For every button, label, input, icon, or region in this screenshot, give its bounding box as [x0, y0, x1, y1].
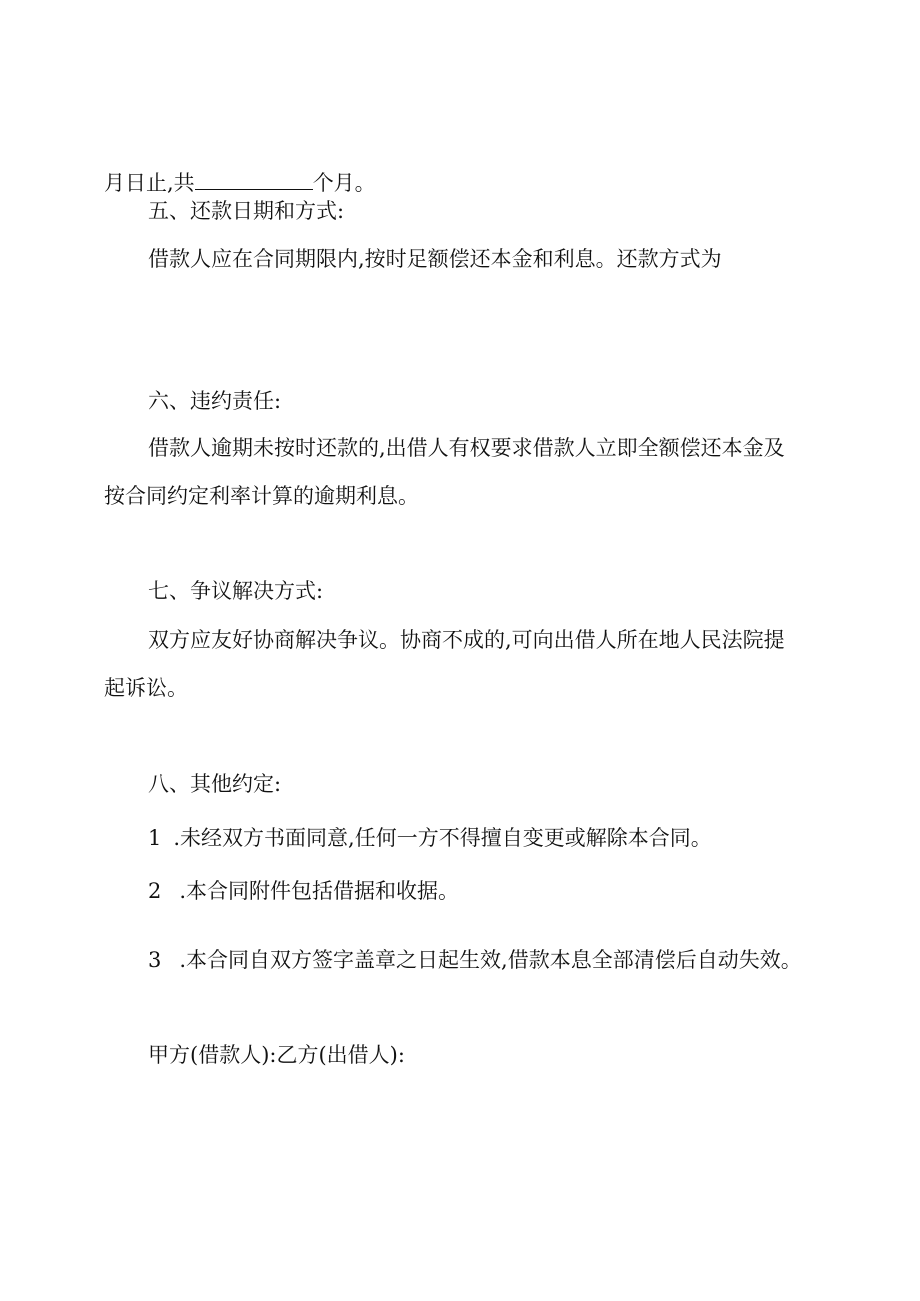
section-5-heading: 五、还款日期和方式:	[148, 199, 345, 223]
section-6-body-line-2: 按合同约定利率计算的逾期利息。	[104, 484, 419, 508]
term-line-end: 个月。	[312, 171, 376, 195]
list-item-number: 2	[148, 879, 162, 903]
list-item-text: .本合同自双方签字盖章之日起生效,借款本息全部清偿后自动失效。	[179, 948, 802, 972]
list-item-text: .本合同附件包括借据和收据。	[179, 879, 460, 903]
list-item	[148, 945, 802, 975]
list-item-number: 3	[148, 948, 162, 972]
section-7-body-line-2: 起诉讼。	[104, 676, 188, 700]
section-6-heading: 六、违约责任:	[148, 389, 282, 413]
section-5-body: 借款人应在合同期限内,按时足额偿还本金和利息。还款方式为	[148, 247, 722, 271]
list-item-text: .未经双方书面同意,任何一方不得擅自变更或解除本合同。	[173, 826, 712, 850]
months-blank	[195, 169, 313, 190]
list-item	[148, 876, 459, 906]
term-line	[104, 168, 376, 198]
term-line-start: 月日止,共	[104, 171, 195, 195]
list-item	[148, 823, 712, 853]
section-8-heading: 八、其他约定:	[148, 772, 282, 796]
signature-line: 甲方(借款人):乙方(出借人):	[148, 1043, 405, 1067]
section-6-body-line-1: 借款人逾期未按时还款的,出借人有权要求借款人立即全额偿还本金及	[148, 436, 785, 460]
section-7-heading: 七、争议解决方式:	[148, 579, 324, 603]
section-7-body-line-1: 双方应友好协商解决争议。协商不成的,可向出借人所在地人民法院提	[148, 628, 785, 652]
list-item-number: 1	[148, 826, 162, 850]
